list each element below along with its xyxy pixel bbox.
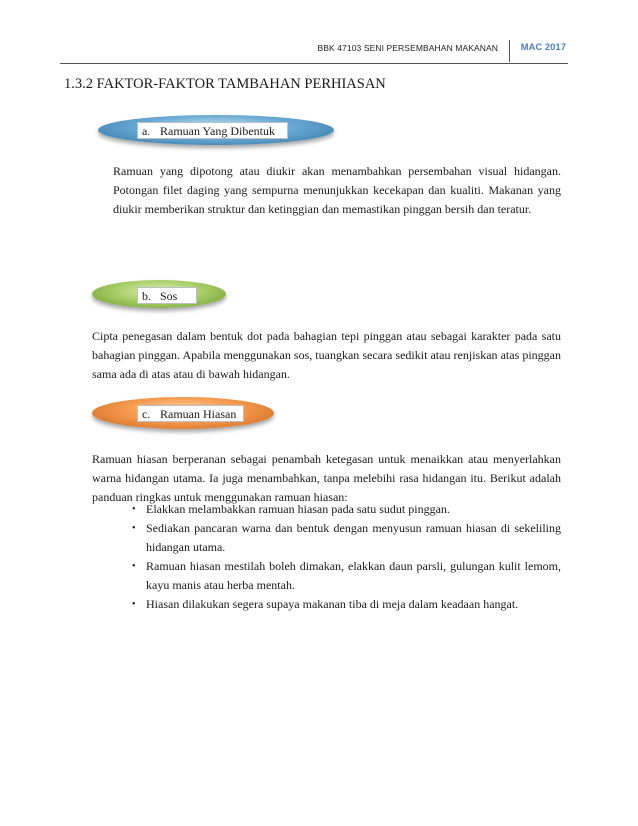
section-title: 1.3.2 FAKTOR-FAKTOR TAMBAHAN PERHIASAN xyxy=(64,76,386,92)
item-c-label-box xyxy=(137,405,244,422)
item-b-letter: b. xyxy=(142,289,151,303)
item-b-paragraph: Cipta penegasan dalam bentuk dot pada bahagian tepi pinggan atau sebagai karakter pada satu bahagian pinggan. Apabila menggunakan sos, tuangkan secara sedikit atau renjiskan atas pinggan sama ada di atas atau di bawah hidangan. xyxy=(92,329,561,381)
item-a-letter: a. xyxy=(142,124,151,138)
list-item-text: Ramuan hiasan mestilah boleh dimakan, elakkan daun parsli, gulungan kulit lemom, kayu manis atau herba mentah. xyxy=(146,559,561,592)
item-a-label-box xyxy=(137,122,288,139)
header-rule xyxy=(60,63,568,64)
bullet-icon: • xyxy=(132,599,136,610)
item-a-label: Ramuan Yang Dibentuk xyxy=(160,124,275,138)
list-item-text: Elakkan melambakkan ramuan hiasan pada satu sudut pinggan. xyxy=(146,502,450,516)
item-b-label: Sos xyxy=(160,289,178,303)
page-header xyxy=(60,40,568,64)
bullet-icon: • xyxy=(132,523,136,534)
item-c-letter: c. xyxy=(142,407,151,421)
list-item xyxy=(92,595,561,614)
list-item xyxy=(92,519,561,557)
list-item xyxy=(92,500,561,519)
item-b-label-box xyxy=(137,287,197,304)
list-item-text: Sediakan pancaran warna dan bentuk dengan menyusun ramuan hiasan di sekeliling hidangan utama. xyxy=(146,521,561,554)
item-a-paragraph: Ramuan yang dipotong atau diukir akan menambahkan persembahan visual hidangan. Potongan filet daging yang sempurna menunjukkan kecekapan dan kualiti. Makanan yang diukir memberikan struktur dan ketinggian dan memastikan pinggan bersih dan teratur. xyxy=(113,164,561,216)
item-c-label: Ramuan Hiasan xyxy=(160,407,237,421)
item-c-paragraph: Ramuan hiasan berperanan sebagai penambah ketegasan untuk menaikkan atau menyerlahkan warna hidangan utama. Ia juga menambahkan, tanpa melebihi rasa hidangan itu. Berikut adalah panduan ringkas untuk menggunakan ramuan hiasan: xyxy=(92,452,561,504)
list-item-text: Hiasan dilakukan segera supaya makanan tiba di meja dalam keadaan hangat. xyxy=(146,597,519,611)
header-date: MAC 2017 xyxy=(520,42,566,53)
garnish-guidelines-list xyxy=(92,500,561,614)
header-course-title: BBK 47103 SENI PERSEMBAHAN MAKANAN xyxy=(317,43,498,53)
header-divider xyxy=(509,40,510,62)
bullet-icon: • xyxy=(132,561,136,572)
bullet-icon: • xyxy=(132,504,136,515)
list-item xyxy=(92,557,561,595)
